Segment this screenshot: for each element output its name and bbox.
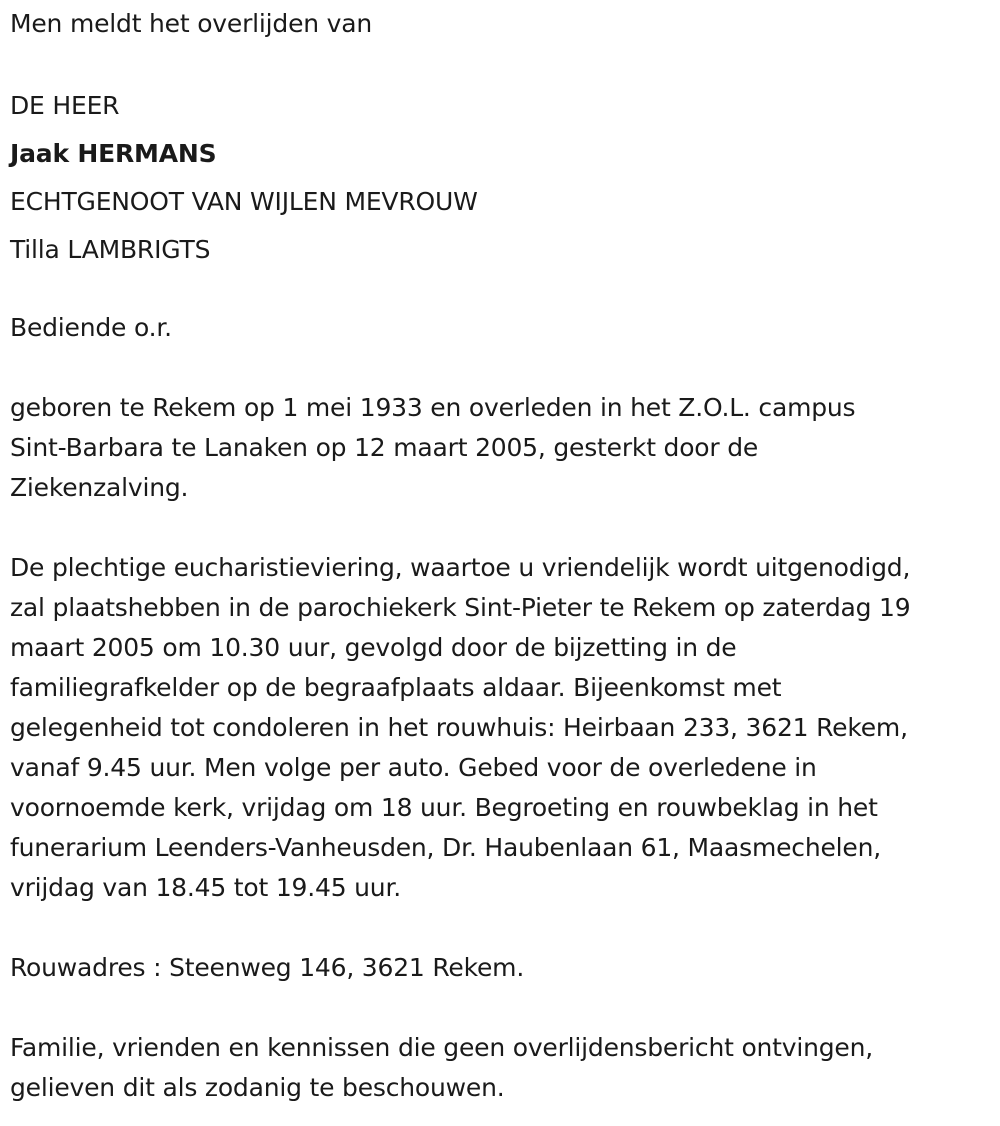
- paragraph-line: zal plaatshebben in de parochiekerk Sint-Pieter te Rekem op zaterdag 19: [10, 593, 911, 622]
- intro-text: Men meldt het overlijden van: [10, 9, 373, 38]
- ceremony-paragraph: [10, 548, 995, 908]
- spacer: [10, 988, 995, 1028]
- occupation: Bediende o.r.: [10, 313, 172, 342]
- closing-paragraph: [10, 1028, 995, 1108]
- salutation: DE HEER: [10, 91, 120, 120]
- deceased-name: Jaak HERMANS: [10, 139, 217, 168]
- mourning-address: Rouwadres : Steenweg 146, 3621 Rekem.: [10, 953, 525, 982]
- paragraph-line: Sint-Barbara te Lanaken op 12 maart 2005, gesterkt door de: [10, 433, 759, 462]
- paragraph-line: vanaf 9.45 uur. Men volge per auto. Gebed voor de overledene in: [10, 753, 817, 782]
- paragraph-line: familiegrafkelder op de begraafplaats aldaar. Bijeenkomst met: [10, 673, 782, 702]
- paragraph-line: Ziekenzalving.: [10, 473, 189, 502]
- spacer: [10, 348, 995, 388]
- paragraph-line: Familie, vrienden en kennissen die geen overlijdensbericht ontvingen,: [10, 1033, 874, 1062]
- spacer: [10, 274, 995, 308]
- spouse-name: Tilla LAMBRIGTS: [10, 235, 211, 264]
- spouse-prefix: ECHTGENOOT VAN WIJLEN MEVROUW: [10, 187, 478, 216]
- paragraph-line: De plechtige eucharistieviering, waartoe u vriendelijk wordt uitgenodigd,: [10, 553, 911, 582]
- obituary-notice: [10, 0, 995, 1108]
- paragraph-line: gelieven dit als zodanig te beschouwen.: [10, 1073, 505, 1102]
- paragraph-line: gelegenheid tot condoleren in het rouwhuis: Heirbaan 233, 3621 Rekem,: [10, 713, 908, 742]
- paragraph-line: voornoemde kerk, vrijdag om 18 uur. Begroeting en rouwbeklag in het: [10, 793, 878, 822]
- paragraph-line: funerarium Leenders-Vanheusden, Dr. Haubenlaan 61, Maasmechelen,: [10, 833, 881, 862]
- paragraph-line: geboren te Rekem op 1 mei 1933 en overleden in het Z.O.L. campus: [10, 393, 856, 422]
- birth-death-paragraph: [10, 388, 995, 508]
- spacer: [10, 508, 995, 548]
- spacer: [10, 908, 995, 948]
- paragraph-line: vrijdag van 18.45 tot 19.45 uur.: [10, 873, 401, 902]
- paragraph-line: maart 2005 om 10.30 uur, gevolgd door de bijzetting in de: [10, 633, 737, 662]
- spacer: [10, 48, 995, 82]
